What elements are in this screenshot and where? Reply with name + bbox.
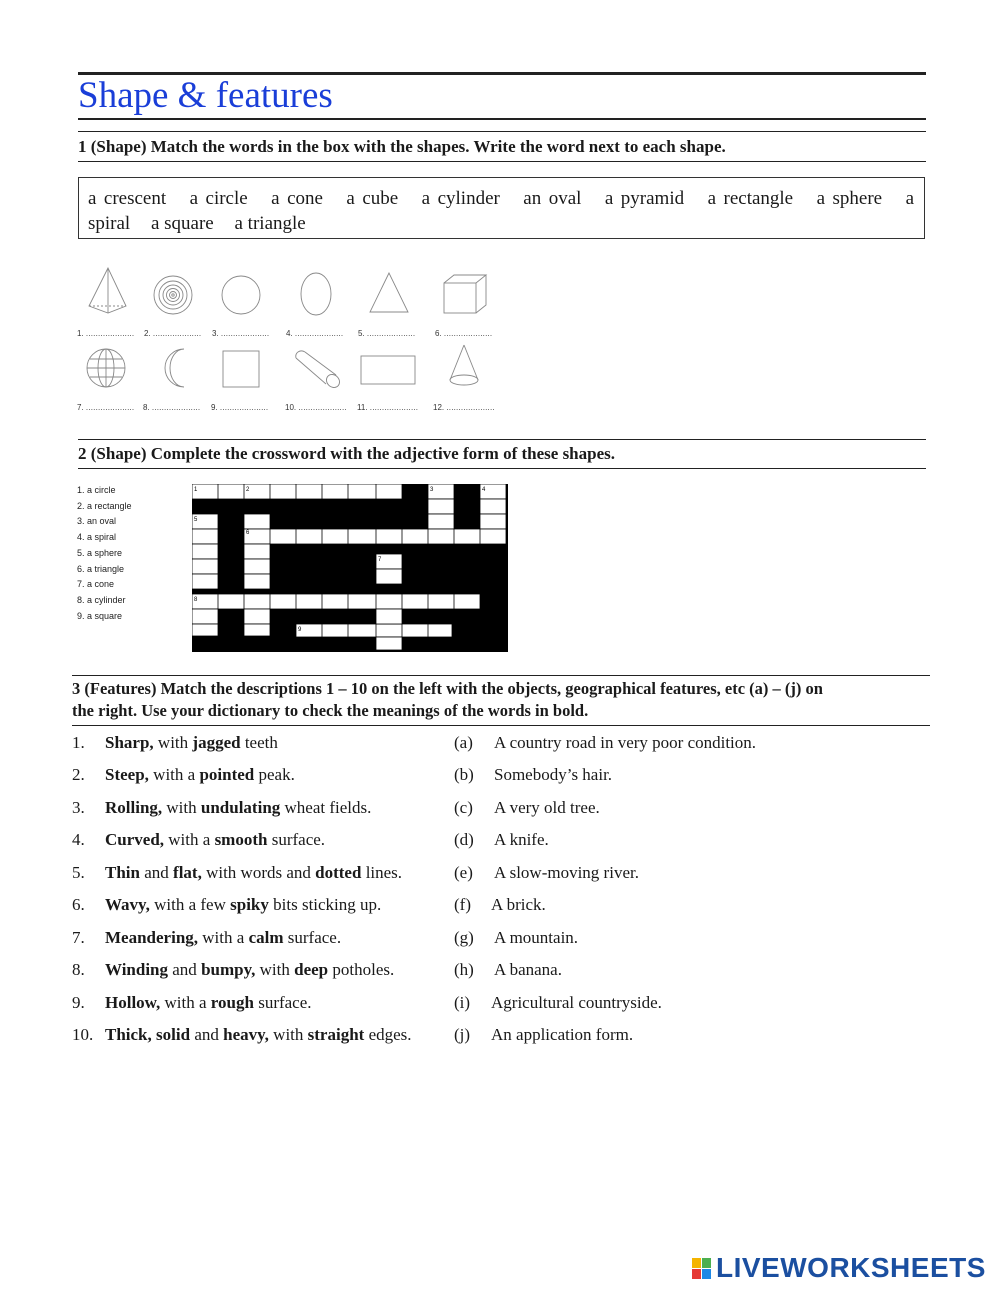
section2-rule-top (78, 439, 926, 440)
spiral-icon (150, 272, 196, 318)
clue: 9. a square (77, 610, 123, 621)
option-item: A banana. (494, 960, 562, 979)
description-item: Wavy, with a few spiky bits sticking up. (105, 895, 382, 914)
option-item: An application form. (491, 1025, 634, 1044)
option-item: Somebody’s hair. (494, 765, 613, 784)
description-number: 5. (72, 863, 85, 882)
word-item: a pyramid (604, 188, 685, 209)
clue: 2. a rectangle (77, 500, 132, 511)
option-item: Agricultural countryside. (491, 993, 662, 1012)
grid-number: 1 (194, 487, 198, 493)
crescent-icon (156, 346, 190, 390)
shape-label: 9. .................... (211, 403, 269, 412)
option-item: A country road in very poor condition. (494, 733, 757, 752)
page-title: Shape & features (78, 75, 333, 116)
sphere-icon (84, 346, 128, 390)
brand-wordmark: LIVEWORKSHEETS (716, 1252, 986, 1283)
description-item: Meandering, with a calm surface. (105, 928, 342, 947)
title-rule (78, 118, 926, 120)
triangle-icon (366, 270, 412, 316)
description-number: 7. (72, 928, 85, 947)
word-box (78, 177, 925, 239)
word-item: a cone (271, 188, 323, 209)
clue: 6. a triangle (77, 563, 125, 574)
description-item: Thick, solid and heavy, with straight edges. (105, 1025, 412, 1044)
word-item: a spiral (88, 188, 914, 234)
section3-rule-bottom (72, 725, 930, 726)
section3-heading-line1: 3 (Features) Match the descriptions 1 – 10 on the left with the objects, geographical features, etc (a) – (j) on (72, 679, 823, 698)
word-item: a circle (189, 188, 248, 209)
grid-number: 2 (246, 487, 250, 493)
crossword-grid[interactable] (192, 484, 508, 652)
word-item: a crescent (88, 188, 167, 209)
shape-label: 8. .................... (143, 403, 201, 412)
description-number: 8. (72, 960, 85, 979)
option-letter: (f) (454, 895, 471, 914)
word-item: a cylinder (421, 188, 500, 209)
rectangle-icon (358, 352, 418, 388)
word-item: a rectangle (707, 188, 794, 209)
word-item: a sphere (816, 188, 883, 209)
description-item: Rolling, with undulating wheat fields. (105, 798, 372, 817)
section2-heading: 2 (Shape) Complete the crossword with the adjective form of these shapes. (78, 444, 616, 463)
option-letter: (h) (454, 960, 474, 979)
option-item: A knife. (494, 830, 549, 849)
cube-icon (440, 272, 490, 318)
grid-number: 3 (430, 487, 434, 493)
option-letter: (g) (454, 928, 474, 947)
word-item: a triangle (234, 213, 306, 234)
description-item: Curved, with a smooth surface. (105, 830, 326, 849)
shape-label: 11. .................... (357, 403, 419, 412)
description-number: 1. (72, 733, 85, 752)
description-item: Steep, with a pointed peak. (105, 765, 295, 784)
option-letter: (j) (454, 1025, 471, 1044)
shape-label: 2. .................... (144, 329, 202, 338)
shape-label: 5. .................... (358, 329, 416, 338)
clue: 4. a spiral (77, 532, 117, 543)
clue: 7. a cone (77, 579, 115, 590)
grid-number: 8 (194, 597, 198, 603)
word-item: a square (150, 213, 214, 234)
description-item: Sharp, with jagged teeth (105, 733, 278, 752)
crossword-clues (77, 483, 132, 624)
section1-rule-top (78, 131, 926, 132)
shape-label: 10. .................... (285, 403, 347, 412)
grid-number: 6 (246, 530, 250, 536)
shape-label: 1. .................... (77, 329, 135, 338)
description-number: 9. (72, 993, 85, 1012)
description-number: 10. (72, 1025, 94, 1044)
circle-icon (218, 272, 264, 318)
clue: 5. a sphere (77, 547, 123, 558)
oval-icon (298, 270, 334, 318)
option-item: A very old tree. (494, 798, 600, 817)
option-letter: (d) (454, 830, 474, 849)
clue: 3. an oval (77, 516, 117, 527)
option-item: A brick. (491, 895, 546, 914)
grid-number: 5 (194, 517, 198, 523)
word-item: an oval (523, 188, 582, 209)
section1-rule-bottom (78, 161, 926, 162)
description-number: 3. (72, 798, 85, 817)
shape-label: 6. .................... (435, 329, 493, 338)
grid-number: 4 (482, 487, 486, 493)
liveworksheets-logo-icon (692, 1258, 712, 1280)
grid-number: 9 (298, 627, 302, 633)
pyramid-icon (86, 266, 130, 316)
option-letter: (e) (454, 863, 473, 882)
clue: 8. a cylinder (77, 594, 126, 605)
cone-icon (446, 342, 482, 390)
section3-heading-line2: the right. Use your dictionary to check the meanings of the words in bold. (72, 701, 589, 720)
option-letter: (i) (454, 993, 471, 1012)
description-item: Hollow, with a rough surface. (105, 993, 312, 1012)
description-number: 2. (72, 765, 85, 784)
description-number: 6. (72, 895, 85, 914)
description-number: 4. (72, 830, 85, 849)
description-item: Winding and bumpy, with deep potholes. (105, 960, 395, 979)
word-item: a cube (346, 188, 399, 209)
shape-label: 7. .................... (77, 403, 135, 412)
option-item: A mountain. (494, 928, 579, 947)
option-item: A slow-moving river. (494, 863, 639, 882)
shape-label: 3. .................... (212, 329, 270, 338)
section2-rule-bottom (78, 468, 926, 469)
square-icon (220, 348, 262, 390)
option-letter: (c) (454, 798, 473, 817)
option-letter: (b) (454, 765, 474, 784)
cylinder-icon (290, 350, 342, 390)
description-item: Thin and flat, with words and dotted lines. (105, 863, 403, 882)
section1-heading: 1 (Shape) Match the words in the box with the shapes. Write the word next to each shape. (78, 137, 726, 156)
option-letter: (a) (454, 733, 473, 752)
shape-label: 4. .................... (286, 329, 344, 338)
clue: 1. a circle (77, 485, 116, 495)
section3-rule-top (72, 675, 930, 676)
shape-label: 12. .................... (433, 403, 495, 412)
grid-number: 7 (378, 557, 382, 563)
